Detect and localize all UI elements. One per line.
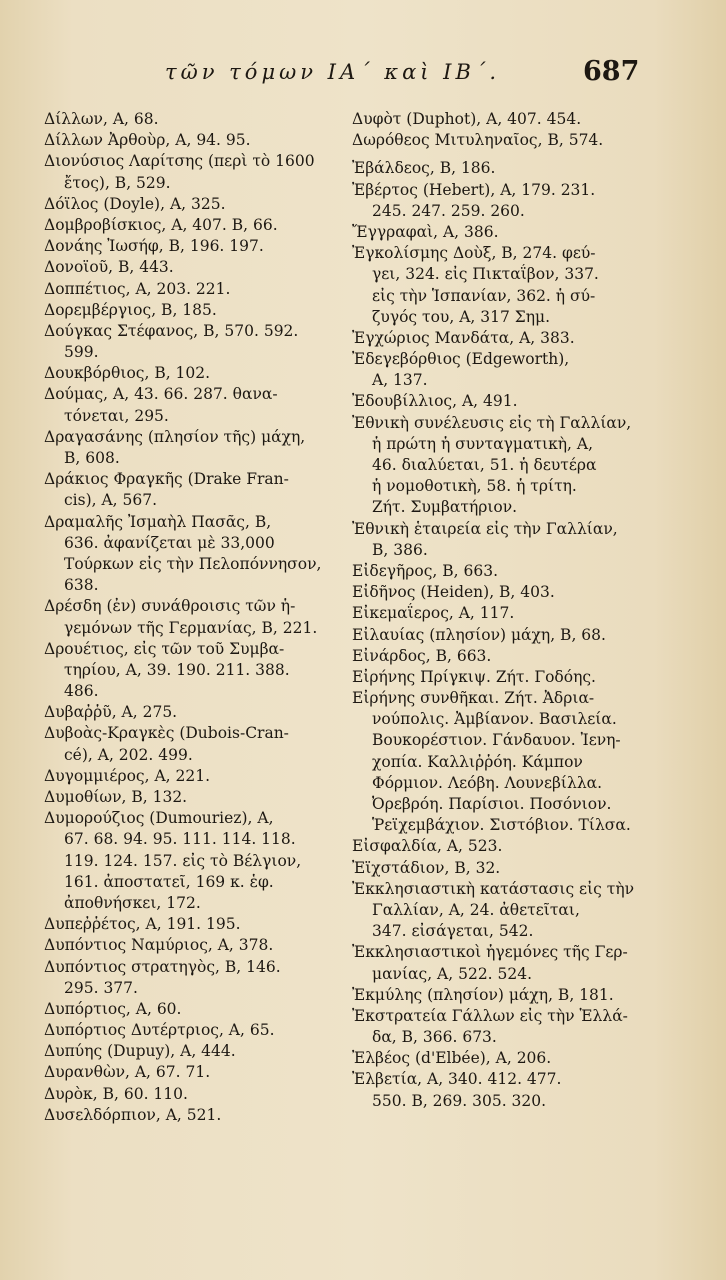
index-entry: Δρουέτιος, εἰς τῶν τοῦ Συμβα- [44,639,285,658]
index-entry: Δυγομμιέρος, Α, 221. [44,766,211,785]
index-entry-continuation: 599. [64,343,99,362]
index-entry-continuation: 161. ἀποστατεῖ, 169 κ. ἑφ. [64,872,274,891]
index-entry: Δοππέτιος, Α, 203. 221. [44,279,231,298]
index-entry-continuation: χοπία. Καλλιῤῥόη. Κάμπον [372,752,583,771]
index-entry: Δυμοθίων, Β, 132. [44,788,188,806]
index-entry: Δραγασάνης (πλησίον τῆς) μάχη, [44,427,306,446]
index-entry: Διονύσιος Λαρίτσης (περὶ τὸ 1600 [44,152,315,171]
index-entry: Ἐϊχστάδιον, Β, 32. [352,858,501,877]
index-entry-continuation: ἀποθνήσκει, 172. [64,893,201,912]
index-entry: Δυπόρτιος, Α, 60. [44,999,182,1018]
index-entry-continuation: τόνεται, 295. [64,406,169,425]
index-entry-continuation: Γαλλίαν, Α, 24. ἀθετεῖται, [372,900,580,919]
index-entry-continuation: ἡ πρώτη ἡ συνταγματικὴ, Α, [372,434,594,453]
index-entry: Δούγκας Στέφανος, Β, 570. 592. [44,321,299,340]
index-entry: Εἰλαυίας (πλησίον) μάχη, Β, 68. [352,625,606,644]
index-entry: Εἰδῆνος (Heiden), Β, 403. [352,583,555,602]
index-entry: Δυπεῤῥέτος, Α, 191. 195. [44,915,241,934]
index-entry-continuation: cis), Α, 567. [64,491,158,510]
index-entry-continuation: Β, 608. [64,449,120,467]
index-entry-continuation: ζυγός του, Α, 317 Σημ. [372,307,551,326]
index-entry-continuation: νούπολις. Ἀμβίανον. Βασιλεία. [372,710,617,729]
index-entry: Δυβαῤῥῦ, Α, 275. [44,703,178,722]
index-entry: Δυφὸτ (Duphot), Α, 407. 454. [352,110,582,128]
index-entry-continuation: 119. 124. 157. εἰς τὸ Βέλγιον, [64,851,302,870]
index-entry: Δωρόθεος Μιτυληναῖος, Β, 574. [352,131,604,150]
index-entry: Εἰνάρδος, Β, 663. [352,646,492,665]
index-entry-continuation: γει, 324. εἰς Πικταΐβον, 337. [372,265,599,284]
index-entry: Εἰσφαλδία, Α, 523. [352,837,503,856]
index-entry: Ἐλβετία, Α, 340. 412. 477. [352,1070,562,1089]
index-entry: Ἐκμύλης (πλησίον) μάχη, Β, 181. [352,985,614,1004]
index-entry: Δουκβόρθιος, Β, 102. [44,364,211,383]
index-entry: Ἐκστρατεία Γάλλων εἰς τὴν Ἑλλά- [352,1006,628,1025]
index-entry-continuation: εἰς τὴν Ἱσπανίαν, 362. ἡ σύ- [372,286,596,305]
index-entry: Δραμαλῆς Ἰσμαὴλ Πασᾶς, Β, [44,512,272,531]
page-number: 687 [583,56,640,87]
index-entry: Δυπόρτιος Δυτέρτριος, Α, 65. [44,1021,275,1040]
index-entry-continuation: δα, Β, 366. 673. [372,1028,497,1047]
index-entry-continuation: cé), Α, 202. 499. [64,745,193,764]
index-entry: Ἐβέρτος (Hebert), Α, 179. 231. [352,180,596,199]
index-entry: Δορεμβέργιος, Β, 185. [44,300,217,319]
running-header [0,56,726,96]
index-entry: Εἰρήνης Πρίγκιψ. Ζήτ. Γοδόης. [352,667,596,686]
index-entry: Ἐγχώριος Μανδάτα, Α, 383. [352,328,575,347]
index-entry-continuation: Φόρμιον. Λεόβη. Λουνεβίλλα. [372,773,603,792]
index-entry-continuation: τηρίου, Α, 39. 190. 211. 388. [64,660,290,679]
index-entry: Εἰκεμαΐερος, Α, 117. [352,604,515,623]
index-entry: Δίλλων, Α, 68. [44,110,159,128]
index-entry: Δούμας, Α, 43. 66. 287. θανα- [44,385,278,404]
index-entry: Δυρὸκ, Β, 60. 110. [44,1084,188,1103]
index-entry: Ἐδουβίλλιος, Α, 491. [352,392,518,411]
index-entry: Δράκιος Φραγκῆς (Drake Fran- [44,470,289,489]
index-entry: Δονοϊοῦ, Β, 443. [44,258,174,277]
index-entry: Ἐκκλησιαστικὴ κατάστασις εἰς τὴν [352,879,635,898]
running-title: τῶν τόμων ΙΑ΄ καὶ ΙΒ΄. [165,60,501,84]
index-entry-continuation: Βουκορέστιον. Γάνδαυον. Ἰενη- [372,731,621,750]
index-entry: Δυπόντιος στρατηγὸς, Β, 146. [44,957,281,976]
index-entry: Δονάης Ἰωσήφ, Β, 196. 197. [44,237,264,256]
index-entry: Δυβοὰς-Κραγκὲς (Dubois-Cran- [44,724,289,743]
index-entry: Ἐθνικὴ ἑταιρεία εἰς τὴν Γαλλίαν, [352,519,618,538]
index-entry-continuation: 245. 247. 259. 260. [372,201,525,220]
index-entry-continuation: ἡ νομοθοτικὴ, 58. ἡ τρίτη. [372,477,577,496]
index-entry-continuation: 550. Β, 269. 305. 320. [372,1091,547,1110]
index-entry: Δυσελδόρπιον, Α, 521. [44,1105,222,1124]
index-entry: Ἐδεγεβόρθιος (Edgeworth), [352,350,570,369]
index-entry: Δίλλων Ἀρθοὺρ, Α, 94. 95. [44,131,251,150]
index-entry: Εἰρήνης συνθῆκαι. Ζήτ. Ἀδρια- [352,689,595,708]
index-entry-continuation: ἔτος), Β, 529. [64,173,171,192]
index-entry-continuation: 67. 68. 94. 95. 111. 114. 118. [64,830,296,849]
index-entry-continuation: 636. ἀφανίζεται μὲ 33,000 [64,533,275,552]
index-entry-continuation: Ζήτ. Συμβατήριον. [372,498,518,517]
index-entry-continuation: Τούρκων εἰς τὴν Πελοπόννησον, [64,554,322,573]
index-entry: Ἔγγραφαὶ, Α, 386. [352,222,499,241]
index-entry: Δυπύης (Dupuy), Α, 444. [44,1042,236,1061]
index-entry: Δυρανθὼν, Α, 67. 71. [44,1063,211,1082]
index-entry: Δυπόντιος Ναμύριος, Α, 378. [44,936,274,955]
index-entry-continuation: 638. [64,576,99,595]
index-entry-continuation: 347. εἰσάγεται, 542. [372,922,534,941]
index-entry: Δρέσδη (ἐν) συνάθροισις τῶν ἡ- [44,597,296,616]
index-entry-continuation: Ῥεϊχεμβάχιον. Σιστόβιον. Τίλσα. [372,816,631,835]
index-entry: Ἐκκλησιαστικοὶ ἡγεμόνες τῆς Γερ- [352,943,628,962]
index-entry: Δυμορούζιος (Dumouriez), Α, [44,809,274,828]
index-entry: Ἐθνικὴ συνέλευσις εἰς τὴ Γαλλίαν, [352,413,632,432]
index-entry: Δόϊλος (Doyle), Α, 325. [44,194,226,213]
index-entry: Ἐλβέος (d'Elbée), Α, 206. [352,1049,552,1068]
index-entry: Ἐγκολίσμης Δοὺξ, Β, 274. φεύ- [352,244,596,263]
index-entry: Δομβροβίσκιος, Α, 407. Β, 66. [44,215,278,234]
index-entry-continuation: μανίας, Α, 522. 524. [372,964,533,983]
index-entry: Ἐβάλδεος, Β, 186. [352,159,496,178]
index-entry-continuation: Α, 137. [372,371,428,390]
index-column-left [44,109,340,1126]
index-entry-continuation: Ὀρεβρόη. Παρίσιοι. Ποσόνιον. [372,795,612,813]
index-entry-continuation: γεμόνων τῆς Γερμανίας, Β, 221. [64,618,318,637]
index-entry: Εἰδεγῆρος, Β, 663. [352,561,499,580]
index-entry-continuation: 295. 377. [64,978,138,997]
index-column-right [352,109,682,1112]
index-entry-continuation: 46. διαλύεται, 51. ἡ δευτέρα [372,456,597,474]
index-entry-continuation: Β, 386. [372,540,428,559]
index-entry-continuation: 486. [64,682,99,701]
